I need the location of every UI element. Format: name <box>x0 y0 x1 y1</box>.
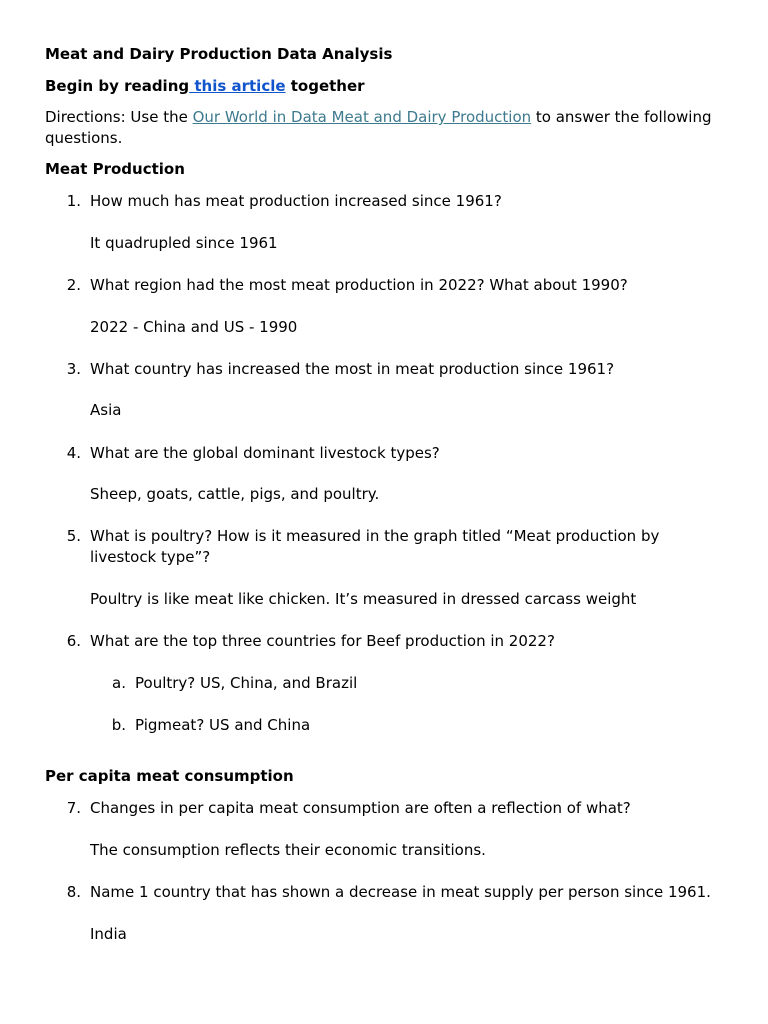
question-number: 1. <box>66 192 81 210</box>
question-text: Name 1 country that has shown a decrease in meat supply per person since 1961. <box>90 883 711 901</box>
question-number: 4. <box>66 444 81 462</box>
answer-text: India <box>90 925 127 943</box>
sub-item-text: Poultry? US, China, and Brazil <box>135 674 358 692</box>
answer-text: 2022 - China and US - 1990 <box>90 318 298 336</box>
answer-text: It quadrupled since 1961 <box>90 234 278 252</box>
question-number: 5. <box>66 527 81 545</box>
answer-text: Poultry is like meat like chicken. It’s measured in dressed carcass weight <box>90 590 637 608</box>
question-text: What are the global dominant livestock types? <box>90 444 440 462</box>
document-title: Meat and Dairy Production Data Analysis <box>45 45 393 63</box>
question-text: What country has increased the most in meat production since 1961? <box>90 360 615 378</box>
question-number: 6. <box>66 632 81 650</box>
question-number: 2. <box>66 276 81 294</box>
question-text: What are the top three countries for Beef production in 2022? <box>90 632 555 650</box>
question-number: 7. <box>66 799 81 817</box>
section-heading-meat-production: Meat Production <box>45 160 185 178</box>
article-link[interactable]: this article <box>189 77 286 95</box>
section-heading-per-capita: Per capita meat consumption <box>45 767 294 785</box>
intro-suffix: together <box>285 77 365 95</box>
question-text: What is poultry? How is it measured in the graph titled “Meat production by <box>90 527 660 545</box>
owid-link[interactable]: Our World in Data Meat and Dairy Production <box>192 108 532 126</box>
question-text: What region had the most meat production in 2022? What about 1990? <box>90 276 628 294</box>
sub-item-letter: b. <box>111 716 126 734</box>
directions-prefix: Directions: Use the <box>45 108 193 126</box>
question-number: 8. <box>66 883 81 901</box>
question-number: 3. <box>66 360 81 378</box>
intro-prefix: Begin by reading <box>45 77 190 95</box>
question-text: Changes in per capita meat consumption are often a reflection of what? <box>90 799 631 817</box>
answer-text: Asia <box>90 401 122 419</box>
answer-text: The consumption reflects their economic transitions. <box>90 841 486 859</box>
sub-item-text: Pigmeat? US and China <box>135 716 311 734</box>
directions-line <box>45 108 712 126</box>
sub-item-letter: a. <box>112 674 126 692</box>
intro-line <box>45 77 365 95</box>
question-text: How much has meat production increased since 1961? <box>90 192 502 210</box>
question-text-line-2: livestock type”? <box>90 548 211 566</box>
directions-suffix: to answer the following <box>531 108 712 126</box>
answer-text: Sheep, goats, cattle, pigs, and poultry. <box>90 485 380 503</box>
directions-line-2: questions. <box>45 129 123 147</box>
